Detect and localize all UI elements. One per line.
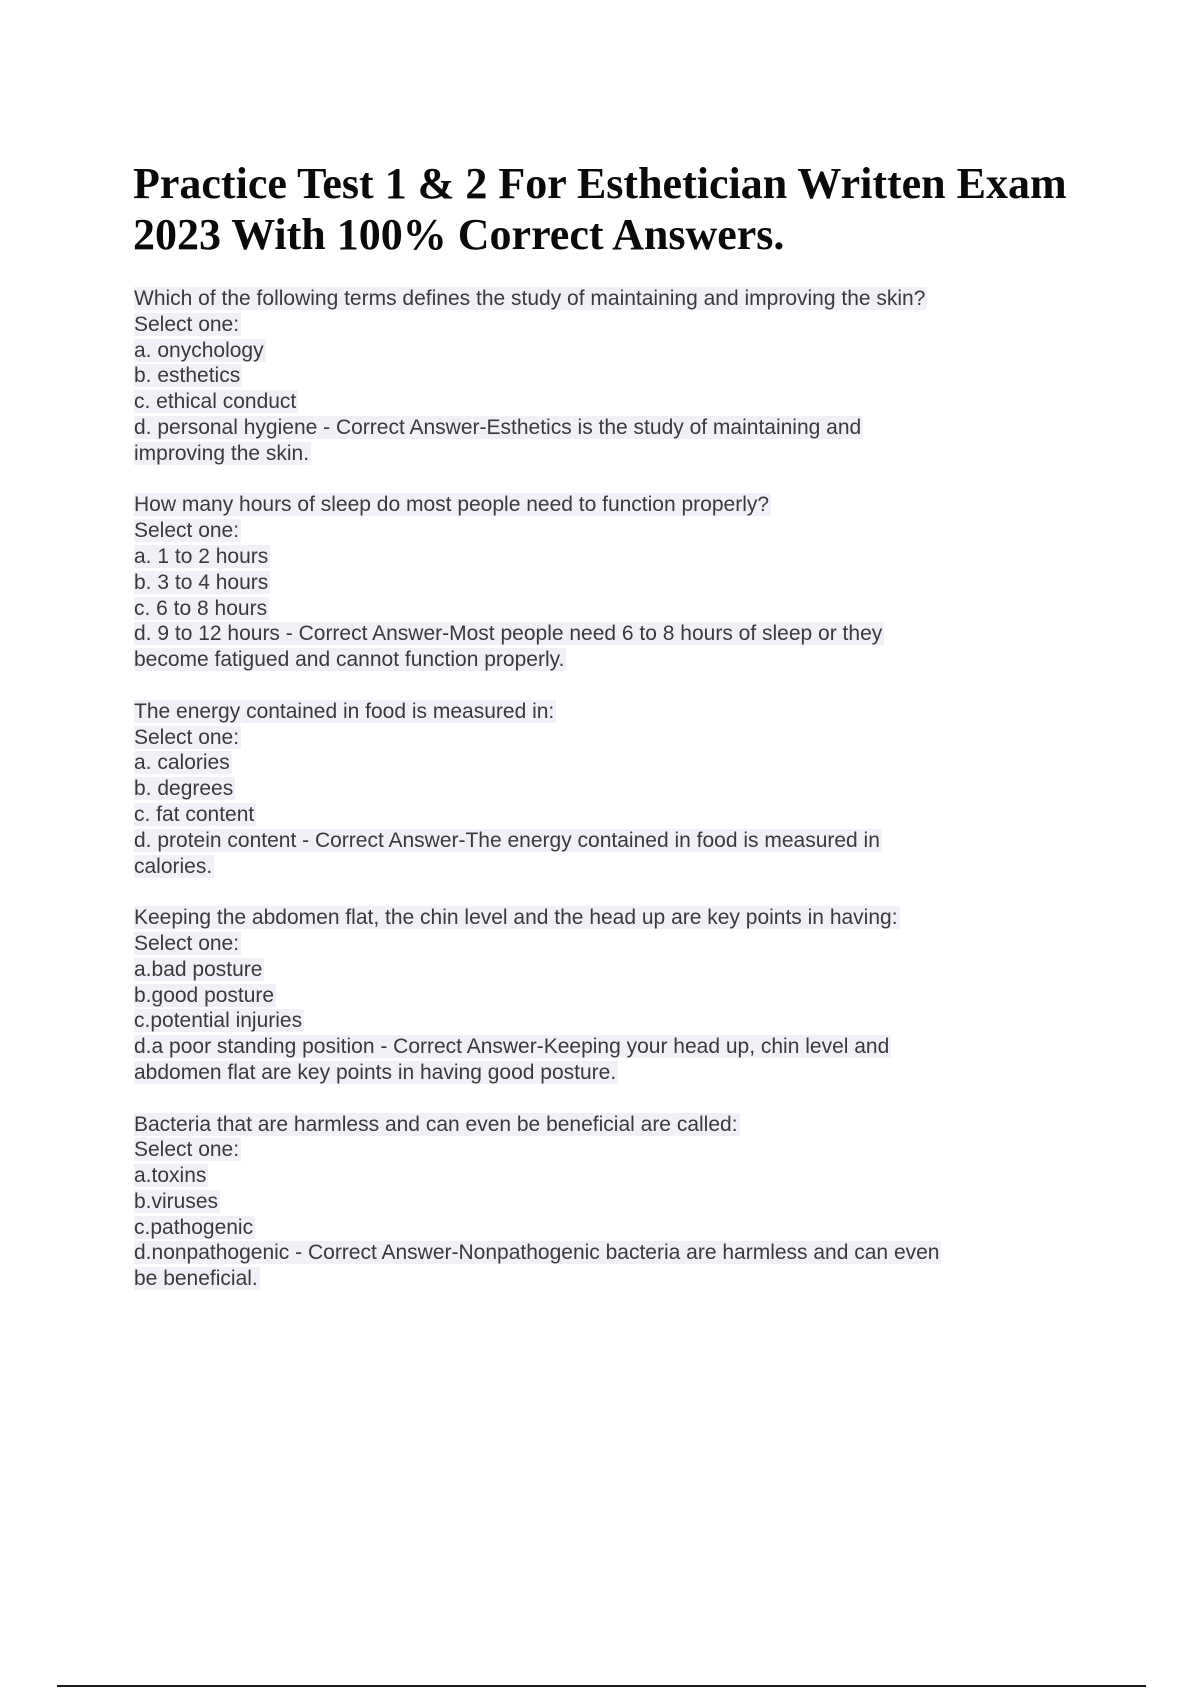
option-a: a. onychology: [134, 338, 264, 362]
select-prompt: Select one:: [134, 1138, 240, 1162]
option-a: a. 1 to 2 hours: [134, 544, 269, 568]
answer-explanation-continued: improving the skin.: [134, 441, 310, 465]
question-text: Which of the following terms defines the study of maintaining and improving the skin?: [134, 287, 926, 310]
option-b: b.good posture: [134, 983, 275, 1007]
answer-explanation-continued: become fatigued and cannot function properly.: [134, 648, 565, 672]
select-prompt: Select one:: [134, 931, 240, 955]
option-c: c. ethical conduct: [134, 390, 297, 414]
select-prompt: Select one:: [134, 312, 240, 336]
option-b: b.viruses: [134, 1189, 219, 1213]
option-d-with-answer: d. 9 to 12 hours - Correct Answer-Most people need 6 to 8 hours of sleep or they: [134, 622, 883, 646]
question-text: How many hours of sleep do most people need to function properly?: [134, 493, 770, 517]
option-c: c. fat content: [134, 802, 255, 826]
option-a: a. calories: [134, 751, 230, 775]
footer-rule: [57, 1685, 1146, 1687]
option-b: b. esthetics: [134, 364, 241, 388]
document-title: [133, 158, 1193, 260]
select-prompt: Select one:: [134, 725, 240, 749]
option-d-with-answer: d. protein content - Correct Answer-The energy contained in food is measured in: [134, 828, 880, 852]
title-line-1: Practice Test 1 & 2 For Esthetician Written Exam: [133, 159, 1067, 208]
option-b: b. degrees: [134, 777, 234, 801]
question-block-1: [134, 286, 1094, 467]
question-block-4: [134, 905, 1094, 1086]
question-text: Keeping the abdomen flat, the chin level and the head up are key points in having:: [134, 906, 898, 930]
option-d-with-answer: d.a poor standing position - Correct Answer-Keeping your head up, chin level and: [134, 1035, 890, 1059]
option-a: a.bad posture: [134, 957, 263, 981]
option-c: c. 6 to 8 hours: [134, 596, 268, 620]
question-block-2: [134, 492, 1094, 673]
question-list: [134, 286, 1094, 1318]
option-a: a.toxins: [134, 1164, 207, 1188]
answer-explanation-continued: abdomen flat are key points in having good posture.: [134, 1060, 617, 1084]
option-b: b. 3 to 4 hours: [134, 570, 269, 594]
question-text: Bacteria that are harmless and can even be beneficial are called:: [134, 1112, 738, 1136]
question-block-5: [134, 1112, 1094, 1293]
question-block-3: [134, 699, 1094, 880]
option-c: c.pathogenic: [134, 1215, 254, 1239]
title-line-2: 2023 With 100% Correct Answers.: [133, 210, 785, 259]
question-text: The energy contained in food is measured in:: [134, 699, 555, 723]
answer-explanation-continued: be beneficial.: [134, 1267, 258, 1291]
option-d-with-answer: d.nonpathogenic - Correct Answer-Nonpathogenic bacteria are harmless and can even: [134, 1241, 940, 1265]
option-c: c.potential injuries: [134, 1009, 303, 1033]
answer-explanation-continued: calories.: [134, 854, 213, 878]
select-prompt: Select one:: [134, 519, 240, 543]
option-d-with-answer: d. personal hygiene - Correct Answer-Esthetics is the study of maintaining and: [134, 415, 862, 439]
